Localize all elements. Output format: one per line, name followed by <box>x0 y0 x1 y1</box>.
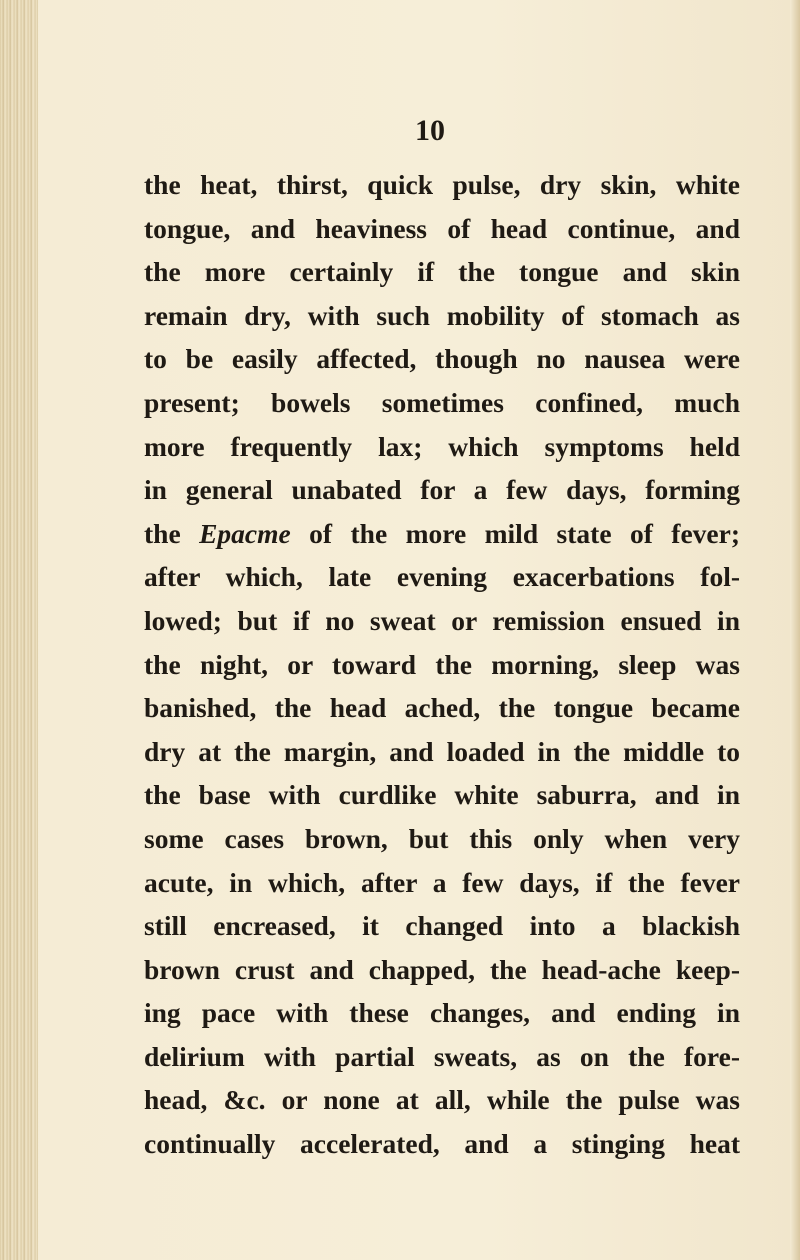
text-line: remain dry, with such mobility of stomach as <box>144 299 740 331</box>
text-line: lowed; but if no sweat or remission ensued in <box>144 604 740 636</box>
text-line-epacme <box>144 512 740 556</box>
text-line: delirium with partial sweats, as on the fore- <box>144 1040 740 1072</box>
page-number: 10 <box>415 114 445 147</box>
text-line: the night, or toward the morning, sleep was <box>144 648 740 680</box>
text-line: dry at the margin, and loaded in the middle to <box>144 735 740 767</box>
text-line: the heat, thirst, quick pulse, dry skin, white <box>144 169 740 200</box>
text-line: the base with curdlike white saburra, and in <box>144 779 740 811</box>
text-line: still encreased, it changed into a blackish <box>144 910 740 942</box>
text-line: after which, late evening exacerbations fol- <box>144 561 740 593</box>
italic-term-epacme: Epacme <box>199 517 291 549</box>
text-line: ing pace with these changes, and ending in <box>144 997 740 1029</box>
text-line: present; bowels sometimes confined, much <box>144 386 740 418</box>
text-line: more frequently lax; which symptoms held <box>144 430 740 462</box>
page-right-edge <box>790 0 800 1260</box>
text-line: head, &c. or none at all, while the pulse was <box>144 1084 740 1116</box>
text-line: brown crust and chapped, the head-ache keep- <box>144 953 740 985</box>
body-text <box>144 163 740 1166</box>
text-line: some cases brown, but this only when very <box>144 822 740 854</box>
text-fragment: of the more mild state of fever; <box>290 517 740 549</box>
page-binding-edge <box>0 0 38 1260</box>
text-line: continually accelerated, and a stinging heat <box>144 1128 740 1160</box>
text-line: to be easily affected, though no nausea were <box>144 343 740 375</box>
text-line: acute, in which, after a few days, if the fever <box>144 866 740 898</box>
text-fragment: the <box>144 517 200 549</box>
text-line: in general unabated for a few days, forming <box>144 474 740 506</box>
text-line: the more certainly if the tongue and skin <box>144 256 740 288</box>
text-line: banished, the head ached, the tongue became <box>144 692 740 724</box>
text-line: tongue, and heaviness of head continue, and <box>144 212 740 244</box>
